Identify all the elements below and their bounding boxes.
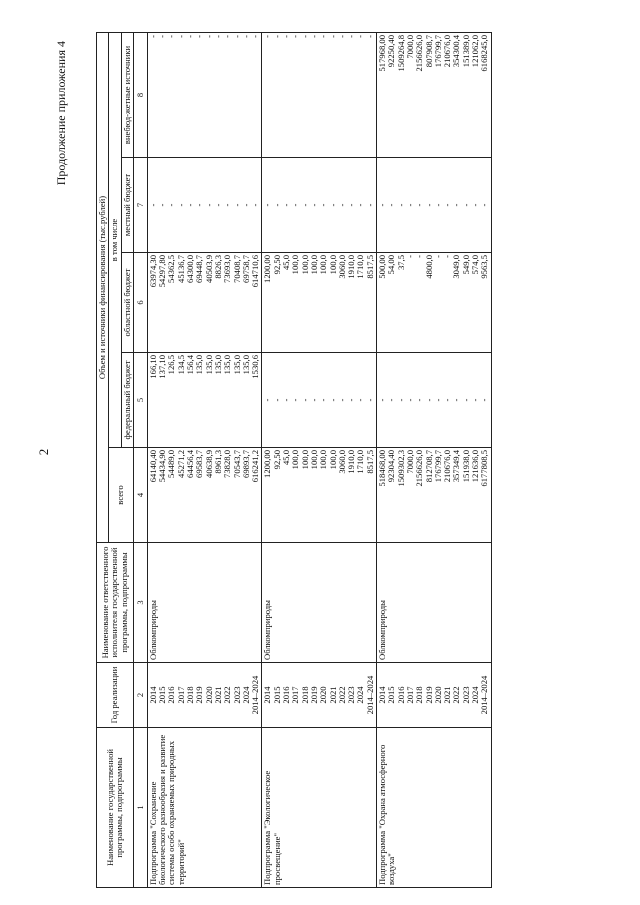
header-executor: Наименование ответственного исполнителя государственной программы, подпрограммы	[97, 543, 134, 663]
year-list: 2014 2015 2016 2017 2018 2019 2020 2021 2022 2023 2024 2014–2024	[377, 663, 492, 728]
table-row	[377, 32, 492, 887]
column-number-row	[133, 32, 147, 887]
total-values: 1200,00 92,50 45,0 100,0 100,0 100,0 100,0 100,0 3060,0 1910,0 1710,0 8517,5	[262, 448, 377, 543]
column-number: 2	[133, 663, 147, 728]
local-values: - - - - - - - - - - - -	[377, 158, 492, 253]
rotated-table-area	[52, 33, 640, 888]
regional-values: 1200,00 92,50 45,0 100,0 100,0 100,0 100,0 100,0 3060,0 1910,0 1710,0 8517,5	[262, 253, 377, 353]
header-including: в том числе	[109, 32, 121, 447]
page-number: 2	[36, 448, 51, 456]
column-number: 1	[133, 728, 147, 888]
table-row	[262, 32, 377, 887]
column-number: 6	[133, 253, 147, 353]
federal-values: - - - - - - - - - - - -	[262, 353, 377, 448]
header-federal: федеральный бюджет	[121, 353, 133, 448]
executor-name: Облкомприроды	[377, 543, 492, 663]
column-number: 4	[133, 448, 147, 543]
extra-values: - - - - - - - - - - - -	[262, 32, 377, 157]
subprogram-name: Подпрограмма "Экологическое просвещение"	[262, 728, 377, 888]
regional-values: 500,00 54,00 37,5 - - 4800,0 - - 3049,0 549,0 574,0 9563,5	[377, 253, 492, 353]
federal-values: - - - - - - - - - - - -	[377, 353, 492, 448]
local-values: - - - - - - - - - - - -	[262, 158, 377, 253]
header-year: Год реализации	[97, 663, 134, 728]
column-number: 3	[133, 543, 147, 663]
header-program-name: Наименование государственной программы, подпрограммы	[97, 728, 134, 888]
regional-values: 63974,30 54297,80 54362,5 45136,7 64300,0 69448,7 40503,9 8826,3 73693,0 70408,7 69758,7 614710,6	[147, 253, 262, 353]
subprogram-name: Подпрограмма "Сохранение биологического разнообразия и развитие системы особо охраняемых природных территорий"	[147, 728, 262, 888]
header-local: местный бюджет	[121, 158, 133, 253]
year-list: 2014 2015 2016 2017 2018 2019 2020 2021 2022 2023 2024 2014–2024	[147, 663, 262, 728]
executor-name: Облкомприроды	[262, 543, 377, 663]
extra-values: 517968,00 92250,40 1509264,8 7000,0 2156626,0 807908,7 176799,7 210676,0 354300,4 151389,0 121062,0 6168245,0	[377, 32, 492, 157]
header-total: всего	[109, 448, 134, 543]
funding-table	[96, 32, 492, 888]
continuation-title: Продолжение приложения 4	[54, 41, 68, 186]
local-values: - - - - - - - - - - - -	[147, 158, 262, 253]
column-number: 7	[133, 158, 147, 253]
executor-name: Облкомприроды	[147, 543, 262, 663]
header-funding: Объем и источники финансирования (тыс.рублей)	[97, 32, 109, 542]
header-extra: внебюд-жетные источники	[121, 32, 133, 157]
header-regional: областной бюджет	[121, 253, 133, 353]
year-list: 2014 2015 2016 2017 2018 2019 2020 2021 2022 2023 2024 2014–2024	[262, 663, 377, 728]
total-values: 64140,40 54434,90 54489,0 45271,2 64456,4 69583,7 40638,9 8961,3 73828,0 70543,7 69893,7 616241,2	[147, 448, 262, 543]
column-number: 8	[133, 32, 147, 157]
table-row	[147, 32, 262, 887]
subprogram-name: Подпрограмма "Охрана атмосферного воздуха"	[377, 728, 492, 888]
column-number: 5	[133, 353, 147, 448]
federal-values: 166,10 137,10 126,5 134,5 156,4 135,0 135,0 135,0 135,0 135,0 135,0 1530,6	[147, 353, 262, 448]
extra-values: - - - - - - - - - - - -	[147, 32, 262, 157]
total-values: 518468,00 92304,40 1509302,3 7000,0 2156626,0 812708,7 176799,7 210676,0 357349,4 151938,0 121636,0 6177808,5	[377, 448, 492, 543]
